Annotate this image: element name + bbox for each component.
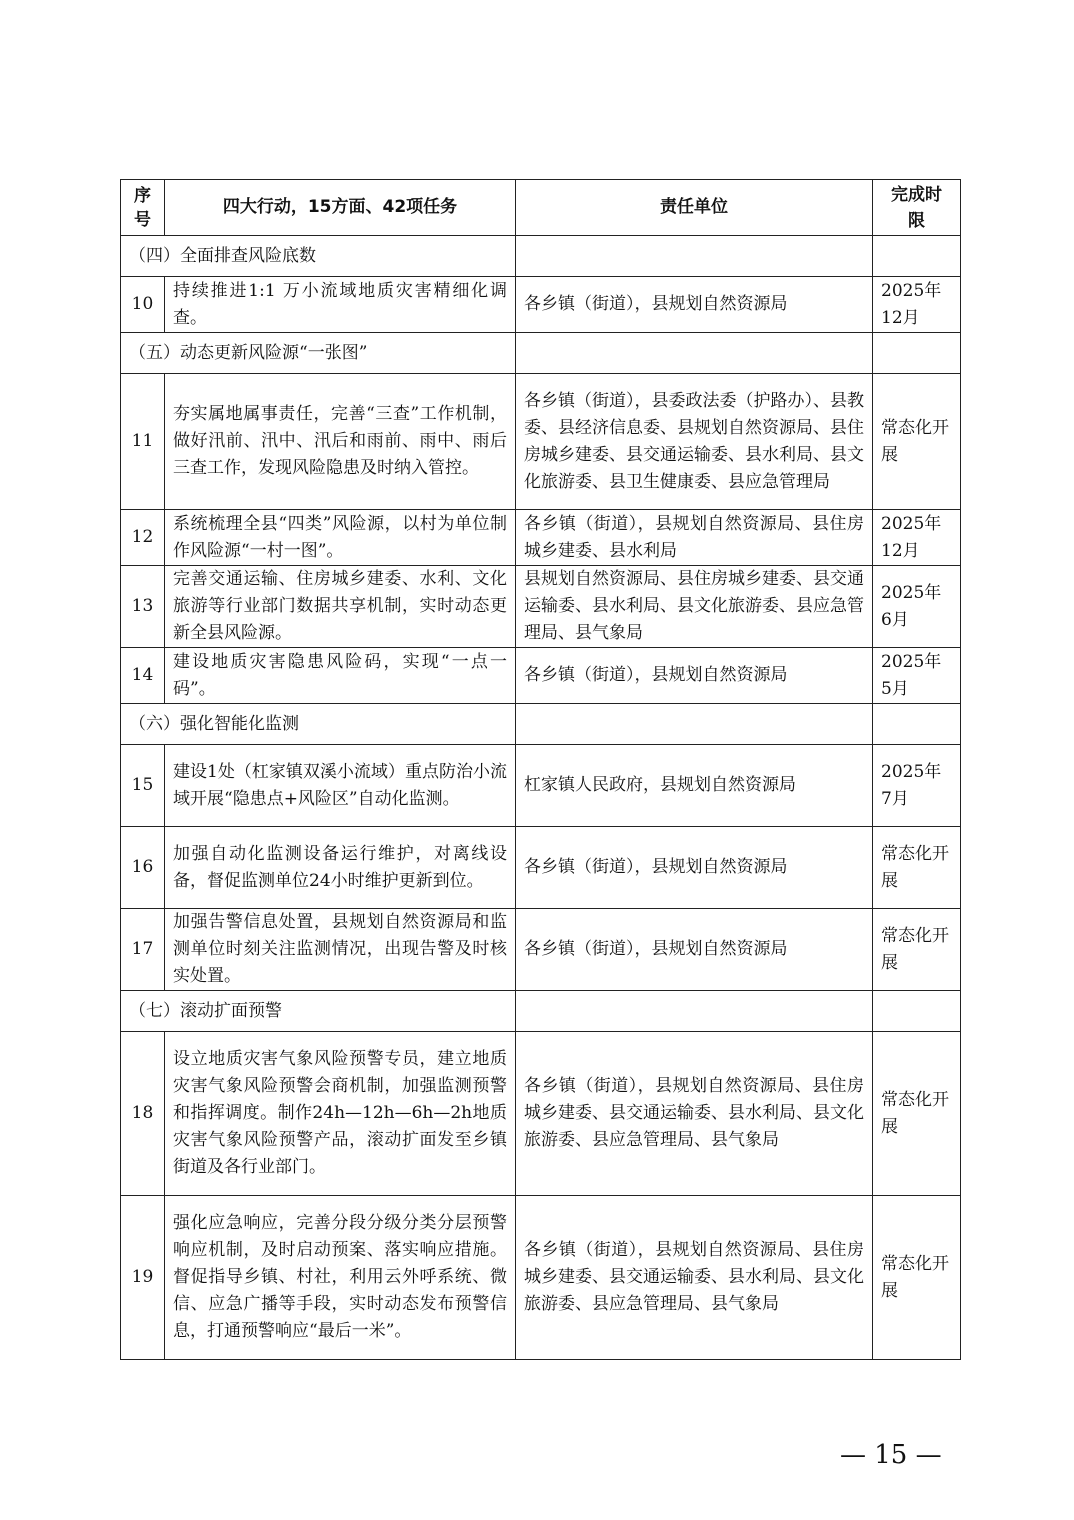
task-number: 13: [121, 566, 165, 648]
task-number: 18: [121, 1032, 165, 1196]
task-description: 系统梳理全县“四类”风险源，以村为单位制作风险源“一村一图”。: [165, 510, 516, 566]
responsible-unit: 各乡镇（街道），县规划自然资源局、县住房城乡建委、县交通运输委、县水利局、县文化旅游委、县应急管理局、县气象局: [516, 1196, 873, 1360]
section-title: （四）全面排查风险底数: [121, 236, 516, 277]
task-description: 完善交通运输、住房城乡建委、水利、文化旅游等行业部门数据共享机制，实时动态更新全县风险源。: [165, 566, 516, 648]
deadline: 常态化开展: [873, 909, 961, 991]
responsible-unit: 各乡镇（街道），县规划自然资源局: [516, 827, 873, 909]
deadline: 2025年6月: [873, 566, 961, 648]
table-row: [121, 374, 961, 510]
table-row: [121, 1196, 961, 1360]
task-number: 12: [121, 510, 165, 566]
task-table: [120, 179, 961, 1360]
header-time: 完成时限: [873, 180, 961, 236]
responsible-unit: 各乡镇（街道），县规划自然资源局、县住房城乡建委、县水利局: [516, 510, 873, 566]
empty-cell: [516, 704, 873, 745]
task-description: 建设地质灾害隐患风险码，实现“一点一码”。: [165, 648, 516, 704]
task-description: 加强自动化监测设备运行维护，对离线设备，督促监测单位24小时维护更新到位。: [165, 827, 516, 909]
table-row: [121, 745, 961, 827]
empty-cell: [516, 991, 873, 1032]
empty-cell: [516, 236, 873, 277]
section-title: （五）动态更新风险源“一张图”: [121, 333, 516, 374]
task-number: 19: [121, 1196, 165, 1360]
empty-cell: [873, 236, 961, 277]
section-title: （六）强化智能化监测: [121, 704, 516, 745]
deadline: 2025年5月: [873, 648, 961, 704]
task-description: 强化应急响应，完善分段分级分类分层预警响应机制，及时启动预案、落实响应措施。督促指导乡镇、村社，利用云外呼系统、微信、应急广播等手段，实时动态发布预警信息，打通预警响应“最后一米”。: [165, 1196, 516, 1360]
section-row: [121, 991, 961, 1032]
deadline: 2025年7月: [873, 745, 961, 827]
header-unit: 责任单位: [516, 180, 873, 236]
table-body: [121, 236, 961, 1360]
section-row: [121, 704, 961, 745]
empty-cell: [873, 333, 961, 374]
deadline: 常态化开展: [873, 1196, 961, 1360]
responsible-unit: 各乡镇（街道），县规划自然资源局: [516, 277, 873, 333]
responsible-unit: 各乡镇（街道），县规划自然资源局: [516, 648, 873, 704]
task-number: 14: [121, 648, 165, 704]
table-row: [121, 909, 961, 991]
empty-cell: [873, 991, 961, 1032]
table-row: [121, 827, 961, 909]
deadline: 常态化开展: [873, 1032, 961, 1196]
table-row: [121, 566, 961, 648]
deadline: 2025年12月: [873, 277, 961, 333]
section-row: [121, 333, 961, 374]
task-number: 10: [121, 277, 165, 333]
task-description: 持续推进1:1 万小流域地质灾害精细化调查。: [165, 277, 516, 333]
header-task: 四大行动，15方面、42项任务: [165, 180, 516, 236]
header-no: 序号: [121, 180, 165, 236]
section-title: （七）滚动扩面预警: [121, 991, 516, 1032]
task-description: 设立地质灾害气象风险预警专员，建立地质灾害气象风险预警会商机制，加强监测预警和指挥调度。制作24h—12h—6h—2h地质灾害气象风险预警产品，滚动扩面发至乡镇街道及各行业部门。: [165, 1032, 516, 1196]
table-row: [121, 277, 961, 333]
responsible-unit: 各乡镇（街道），县规划自然资源局: [516, 909, 873, 991]
table-header-row: [121, 180, 961, 236]
deadline: 常态化开展: [873, 827, 961, 909]
table-row: [121, 648, 961, 704]
table-row: [121, 1032, 961, 1196]
deadline: 常态化开展: [873, 374, 961, 510]
empty-cell: [873, 704, 961, 745]
task-description: 夯实属地属事责任，完善“三查”工作机制，做好汛前、汛中、汛后和雨前、雨中、雨后三查工作，发现风险隐患及时纳入管控。: [165, 374, 516, 510]
table-row: [121, 510, 961, 566]
responsible-unit: 杠家镇人民政府，县规划自然资源局: [516, 745, 873, 827]
task-description: 加强告警信息处置，县规划自然资源局和监测单位时刻关注监测情况，出现告警及时核实处置。: [165, 909, 516, 991]
task-number: 11: [121, 374, 165, 510]
responsible-unit: 各乡镇（街道），县规划自然资源局、县住房城乡建委、县交通运输委、县水利局、县文化旅游委、县应急管理局、县气象局: [516, 1032, 873, 1196]
task-number: 15: [121, 745, 165, 827]
task-number: 17: [121, 909, 165, 991]
responsible-unit: 县规划自然资源局、县住房城乡建委、县交通运输委、县水利局、县文化旅游委、县应急管理局、县气象局: [516, 566, 873, 648]
section-row: [121, 236, 961, 277]
page-number: — 15 —: [840, 1440, 942, 1470]
responsible-unit: 各乡镇（街道），县委政法委（护路办）、县教委、县经济信息委、县规划自然资源局、县住房城乡建委、县交通运输委、县水利局、县文化旅游委、县卫生健康委、县应急管理局: [516, 374, 873, 510]
empty-cell: [516, 333, 873, 374]
task-description: 建设1处（杠家镇双溪小流域）重点防治小流域开展“隐患点+风险区”自动化监测。: [165, 745, 516, 827]
task-number: 16: [121, 827, 165, 909]
deadline: 2025年12月: [873, 510, 961, 566]
